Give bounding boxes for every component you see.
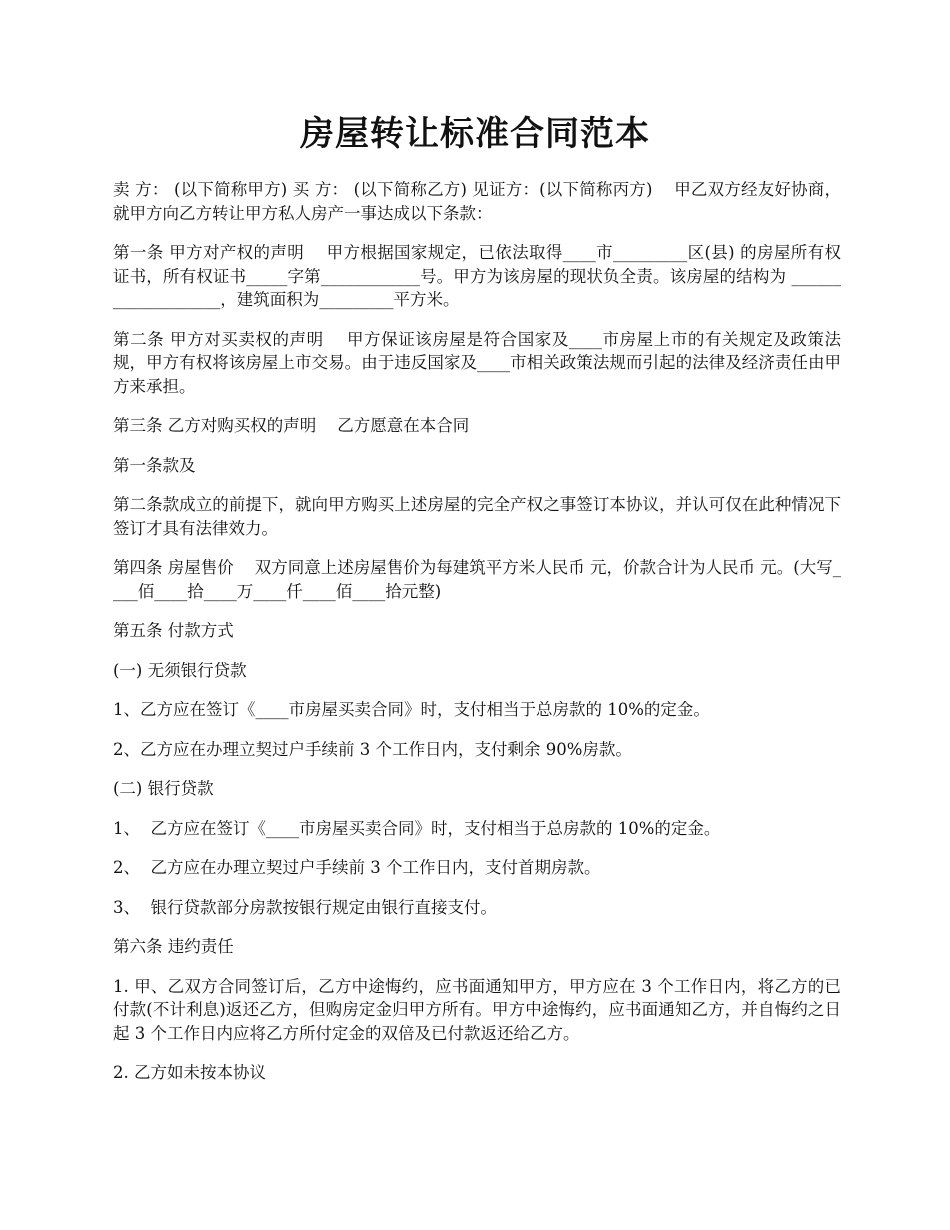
paragraph-breach-2: 2. 乙方如未按本协议 — [113, 1063, 266, 1082]
paragraph-article-6: 第六条 违约责任 — [113, 937, 234, 956]
paragraph-bank-loan-item-1: 1、 乙方应在签订《____市房屋买卖合同》时，支付相当于总房款的 10%的定金。 — [113, 818, 721, 838]
paragraph-no-loan-item-2: 2、乙方应在办理立契过户手续前 3 个工作日内，支付剩余 90%房款。 — [113, 739, 632, 759]
paragraph-breach-1: 1. 甲、乙双方合同签订后，乙方中途悔约，应书面通知甲方，甲方应在 3 个工作日内，将乙方的已付款(不计利息)返还乙方，但购房定金归甲方所有。甲方中途悔约，应书面通知乙方，并自悔约之日起 3 个工作日内应将乙方所付定金的双倍及已付款返还给乙方。 — [113, 976, 841, 1043]
paragraph-article-4: 第四条 房屋售价 双方同意上述房屋售价为每建筑平方米人民币 元，价款合计为人民币 元。(大写____佰____拾____万____仟____佰____拾元整) — [113, 558, 841, 601]
paragraph-no-loan: (一) 无须银行贷款 — [113, 660, 247, 680]
paragraph-article-1: 第一条 甲方对产权的声明 甲方根据国家规定，已依法取得____市_________区(县) 的房屋所有权证书，所有权证书_____字第____________号。甲方为该房屋的现状负全责。该房屋的结构为 ___________________，建筑面积为_________平方米。 — [113, 243, 842, 309]
paragraph-bank-loan: (二) 银行贷款 — [113, 779, 214, 798]
paragraph-no-loan-item-1: 1、乙方应在签订《____市房屋买卖合同》时，支付相当于总房款的 10%的定金。 — [113, 700, 710, 719]
paragraph-bank-loan-item-3: 3、 银行贷款部分房款按银行规定由银行直接支付。 — [113, 897, 497, 917]
document-body — [113, 178, 841, 1101]
paragraph-article-3: 第三条 乙方对购买权的声明 乙方愿意在本合同 — [113, 416, 470, 435]
paragraph-article-2: 第二条 甲方对买卖权的声明 甲方保证该房屋是符合国家及____市房屋上市的有关规定及政策法规，甲方有权将该房屋上市交易。由于违反国家及____市相关政策法规而引起的法律及经济责任由甲方来承担。 — [113, 329, 841, 396]
paragraph-clause-1: 第一条款及 — [113, 455, 196, 475]
document-title: 房屋转让标准合同范本 — [300, 114, 650, 154]
paragraph-clause-2: 第二条款成立的前提下，就向甲方购买上述房屋的完全产权之事签订本协议，并认可仅在此种情况下签订才具有法律效力。 — [113, 495, 841, 538]
paragraph-parties: 卖 方： (以下简称甲方) 买 方： (以下简称乙方) 见证方：(以下简称丙方) 甲乙双方经友好协商，就甲方向乙方转让甲方私人房产一事达成以下条款： — [113, 180, 841, 223]
paragraph-article-5: 第五条 付款方式 — [113, 621, 234, 640]
paragraph-bank-loan-item-2: 2、 乙方应在办理立契过户手续前 3 个工作日内，支付首期房款。 — [113, 858, 601, 877]
